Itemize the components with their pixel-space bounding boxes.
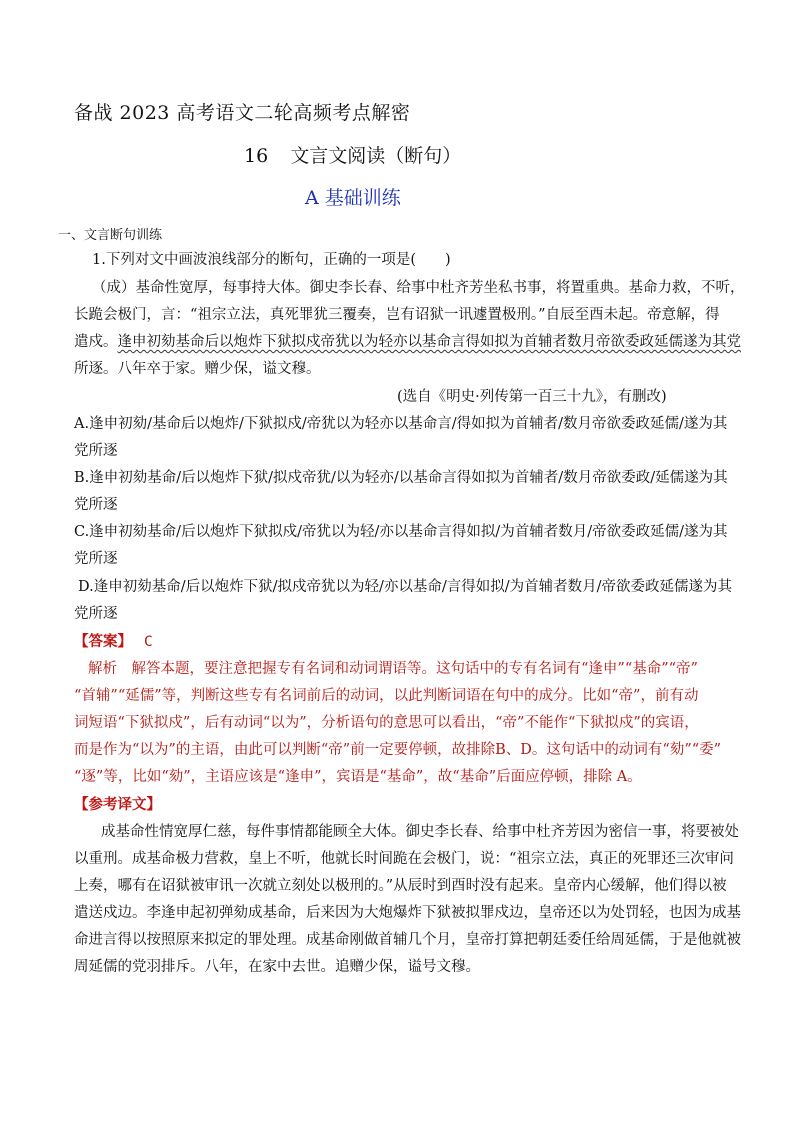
passage-source: (选自《明史·列传第一百三十九》，有删改) bbox=[397, 389, 667, 405]
analysis-line: 而是作为“以为”的主语，由此可以判断“帝”前一定要停顿，故排除B、D。这句话中的动词有“劾”“委” bbox=[74, 742, 722, 758]
option-a-cont: 党所逐 bbox=[74, 443, 118, 459]
option-a: A.逢申初劾/基命后以炮炸/下狱拟戍/帝犹以为轻亦以基命言/得如拟为首辅者/数月帝欲委政延儒/遂为其 bbox=[74, 416, 728, 432]
translation-heading: 【参考译文】 bbox=[74, 796, 161, 813]
analysis-line: 词短语“下狱拟戍”，后有动词“以为”，分析语句的意思可以看出，“帝”不能作“下狱拟戍”的宾语， bbox=[74, 715, 699, 731]
passage-line bbox=[74, 330, 741, 351]
option-b-cont: 党所逐 bbox=[74, 497, 118, 513]
option-c-cont: 党所逐 bbox=[74, 551, 118, 567]
translation-line: 周延儒的党羽排斥。八年，在家中去世。追赠少保，谥号文穆。 bbox=[74, 959, 480, 975]
answer-row bbox=[74, 630, 153, 651]
document-title: 备战 2023 高考语文二轮高频考点解密 bbox=[74, 102, 411, 124]
question-stem: 1.下列对文中画波浪线部分的断句，正确的一项是( ) bbox=[92, 252, 451, 268]
option-b: B.逢申初劾基命/后以炮炸下狱/拟戍帝犹/以为轻亦/以基命言得如拟为首辅者/数月帝欲委政/延儒遂为其 bbox=[74, 470, 728, 486]
translation-line: 上奏，哪有在诏狱被审讯一次就立刻处以极刑的。”从辰时到酉时没有起来。皇帝内心缓解，他们得以被 bbox=[74, 878, 727, 894]
wavy-underlined-text: 逢申初劾基命后以炮炸下狱拟戍帝犹以为轻亦以基命言得如拟为首辅者数月帝欲委政延儒遂为其党 bbox=[117, 334, 741, 350]
passage-line: 所逐。八年卒于家。赠少保，谥文穆。 bbox=[74, 361, 321, 377]
lesson-name: 文言文阅读（断句） bbox=[290, 145, 462, 167]
translation-line: 以重刑。成基命极力营救，皇上不听，他就长时间跪在会极门，说：“祖宗立法，真正的死罪还三次审问 bbox=[74, 851, 734, 867]
answer-label: 【答案】 bbox=[74, 633, 132, 650]
option-c: C.逢申初劾基命/后以炮炸下狱拟戍/帝犹以为轻/亦以基命言得如拟/为首辅者数月/帝欲委政延儒/遂为其 bbox=[74, 524, 728, 540]
section-heading: 一、文言断句训练 bbox=[58, 228, 163, 243]
analysis-line: “逐”等，比如“劾”，主语应该是“逢申”，宾语是“基命”，故“基命”后面应停顿，排除 A。 bbox=[74, 769, 642, 785]
translation-line: 命进言得以按照原来拟定的罪处理。成基命刚做首辅几个月，皇帝打算把朝廷委任给周延儒，于是他就被 bbox=[74, 932, 741, 948]
lesson-title bbox=[244, 141, 461, 168]
answer-value: C bbox=[144, 634, 153, 650]
section-subtitle: A 基础训练 bbox=[305, 187, 401, 209]
analysis-line: 解析 解答本题，要注意把握专有名词和动词谓语等。这句话中的专有名词有“逢申”“基命”“帝” bbox=[88, 661, 698, 677]
translation-line: 遣送戍边。李逢申起初弹劾成基命，后来因为大炮爆炸下狱被拟罪戍边，皇帝还以为处罚轻，也因为成基 bbox=[74, 905, 741, 921]
passage-text: 遣戍。 bbox=[74, 334, 118, 350]
passage-line: 长跪会极门，言：“祖宗立法，真死罪犹三覆奏，岂有诏狱一讯遽置极刑。”自辰至酉未起。帝意解，得 bbox=[74, 307, 720, 323]
translation-line: 成基命性情宽厚仁慈，每件事情都能顾全大体。御史李长春、给事中杜齐芳因为密信一事，将要被处 bbox=[101, 824, 739, 840]
option-d-cont: 党所逐 bbox=[74, 606, 118, 622]
lesson-number: 16 bbox=[244, 145, 269, 167]
analysis-line: “首辅”“延儒”等，判断这些专有名词前后的动词，以此判断词语在句中的成分。比如“帝”，前有动 bbox=[74, 688, 699, 704]
passage-line: （成）基命性宽厚，每事持大体。御史李长春、给事中杜齐芳坐私书事，将置重典。基命力救，不听， bbox=[92, 280, 745, 296]
option-d: D.逢申初劾基命/后以炮炸下狱/拟戍帝犹以为轻/亦以基命/言得如拟/为首辅者数月/帝欲委政延儒遂为其 bbox=[78, 579, 733, 595]
